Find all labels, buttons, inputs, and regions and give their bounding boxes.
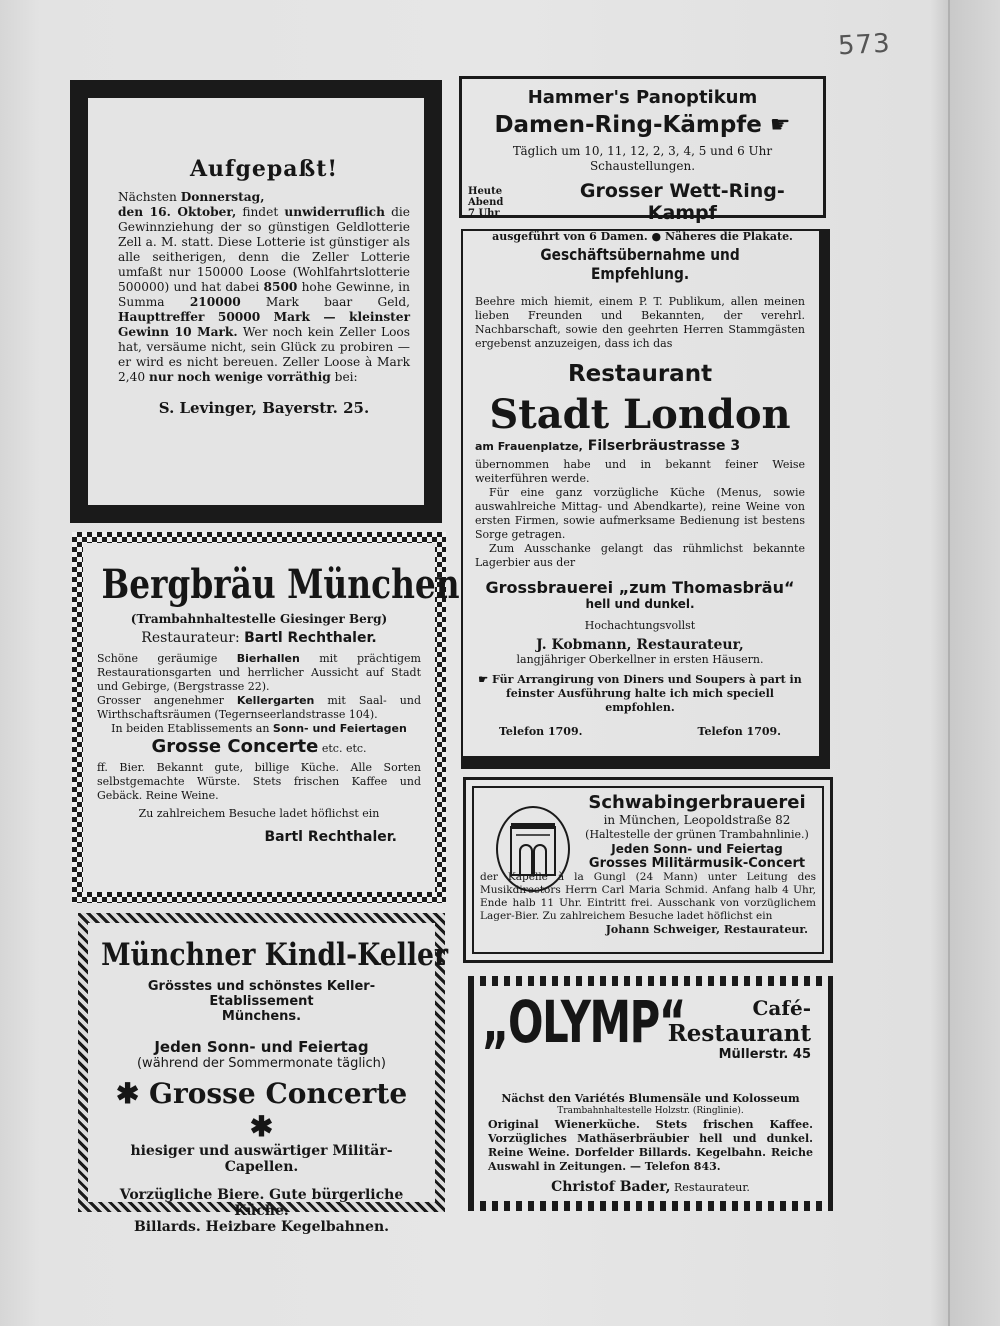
ad-kindl-sub1: Grösstes und schönstes Keller-Etablissement: [147, 979, 376, 1009]
ad-olymp-owner: Christof Bader, Restaurateur.: [551, 1179, 750, 1195]
ad-panoptikum: [459, 76, 826, 243]
star-icon: ✱: [115, 1077, 140, 1110]
ad-stadt-london: [461, 229, 830, 769]
ad-olymp-cafe-block: [668, 996, 811, 1062]
ad-olymp-name: „OLYMP“: [482, 988, 685, 1056]
page-number: 573: [837, 28, 892, 62]
ad-olymp-restaurant: Restaurant: [667, 1020, 811, 1047]
ad-kindl-title: Münchner Kindl-Keller: [101, 937, 449, 973]
ad-schwabing: [463, 777, 833, 963]
ad-schwabing-days: Jeden Sonn- und Feiertag: [611, 842, 783, 856]
page-edge: [948, 0, 950, 1326]
ad-kindl-sub2: Münchens.: [221, 1009, 302, 1024]
ad-bergbraeu-signature: Bartl Rechthaler.: [264, 829, 397, 845]
ad-schwabing-body: der Kapelle à la Gungl (24 Mann) unter Leitung des Musikdirectors Herrn Carl Maria Schmid. Anfang halb 4 Uhr, Ende halb 11 Uhr. Eintritt frei. Ausschank von vorzüglichem Lager-Bier. Zu zahlreichem Besuche ladet höflichst ein: [480, 871, 816, 922]
ad-kindl-concert: ✱ Grosse Concerte ✱: [115, 1077, 408, 1143]
pointing-hand-icon: ☛: [769, 112, 791, 138]
ad-schwabing-concert: Grosses Militärmusik-Concert: [588, 856, 806, 871]
ad-bergbraeu-concert: Grosse Concerte etc. etc.: [151, 736, 367, 757]
ad-bergbraeu-p3: In beiden Etablissements an Sonn- und Feiertagen: [111, 722, 407, 735]
ad-panoptikum-when: Heute Abend 7 Uhr: [468, 185, 504, 219]
ad-lottery-panel: [88, 98, 424, 505]
ad-kindl-military: hiesiger und auswärtiger Militär-Capellen.: [130, 1143, 393, 1175]
ad-olymp-text: [488, 1092, 813, 1195]
ad-panoptikum-event: [468, 180, 817, 224]
ad-london-restaurant: Restaurant: [567, 361, 713, 387]
ad-bergbraeu-restaurateur: Restaurateur: Bartl Rechthaler.: [141, 630, 377, 646]
ad-london-heading: Geschäftsübernahme und Empfehlung.: [540, 245, 740, 283]
ad-london-beer: hell und dunkel.: [585, 597, 695, 611]
ad-london-telephone: [475, 725, 805, 738]
ad-schwabing-tram: (Haltestelle der grünen Trambahnlinie.): [585, 828, 809, 841]
ad-lottery: [70, 80, 442, 523]
ad-london-tel-left: Telefon 1709.: [499, 725, 583, 738]
ad-olymp-cafe: Café-: [752, 996, 811, 1020]
ad-london-owner-sub: langjähriger Oberkellner in ersten Häusern.: [516, 653, 764, 666]
ad-olymp-near: Nächst den Variétés Blumensäle und Kolosseum: [501, 1092, 800, 1105]
ad-london-brewery: Grossbrauerei „zum Thomasbräu“: [485, 578, 795, 597]
ad-lottery-body: Nächsten Donnerstag, den 16. Oktober, findet unwiderruflich die Gewinnziehung der so günstigen Geldlotterie Zell a. M. statt. Diese Lotterie ist günstiger als alle seitherigen, denn die Zeller Lotterie umfaßt nur 150000 Loose (Wohlfahrtslotterie 500000) und hat dabei 8500 hohe Gewinne, in Summa 210000 Mark baar Geld, Haupttreffer 50000 Mark — kleinster Gewinn 10 Mark. Wer noch kein Zeller Loos hat, versäume nicht, sein Glück zu probiren — er wird es nicht bereuen. Zeller Loose à Mark 2,40 nur noch wenige vorräthig bei:: [118, 190, 411, 384]
star-icon: ✱: [249, 1110, 274, 1143]
ad-bergbraeu-p5: Zu zahlreichem Besuche ladet höflichst ein: [138, 807, 380, 820]
ad-panoptikum-footer: ausgeführt von 6 Damen. ● Näheres die Plakate.: [492, 230, 793, 243]
ad-schwabing-panel: [472, 786, 824, 954]
ad-kindl-line1: Vorzügliche Biere. Gute bürgerliche Küche.: [119, 1187, 404, 1219]
ad-lottery-title: Aufgepaßt!: [189, 156, 339, 182]
ad-london-name: Stadt London: [489, 391, 791, 438]
ad-panoptikum-headline: Damen-Ring-Kämpfe ☛: [494, 112, 791, 138]
ad-london-regards: Hochachtungsvollst: [584, 619, 696, 632]
ad-lottery-signature: S. Levinger, Bayerstr. 25.: [158, 399, 370, 417]
ad-london-owner: J. Kobmann, Restaurateur,: [536, 637, 744, 653]
ad-london-tel-right: Telefon 1709.: [697, 725, 781, 738]
ad-london-p1: übernommen habe und in bekannt feiner Weise weiterführen werde.: [475, 458, 805, 485]
pointing-hand-icon: ☛: [478, 673, 489, 686]
ad-bergbraeu-p2: Grosser angenehmer Kellergarten mit Saal- und Wirthschaftsräumen (Tegernseerlandstrasse 104).: [97, 694, 421, 721]
ad-panoptikum-times: Täglich um 10, 11, 12, 2, 3, 4, 5 und 6 Uhr Schaustellungen.: [512, 144, 773, 173]
ad-london-intro: Beehre mich hiemit, einem P. T. Publikum, allen meinen lieben Freunden und Bekannten, der verehrl. Nachbarschaft, sowie den geehrten Herren Stammgästen ergebenst anzuzeigen, dass ich das: [475, 295, 805, 350]
ad-kindl-line2: Billards. Heizbare Kegelbahnen.: [133, 1219, 390, 1235]
ad-bergbraeu-panel: [83, 543, 460, 892]
ad-olymp: [468, 976, 833, 1211]
ad-panoptikum-event-title: Grosser Wett-Ring-Kampf: [579, 180, 785, 224]
ad-kindl-summer: (während der Sommermonate täglich): [136, 1056, 386, 1071]
ad-olymp-body: Original Wienerküche. Stets frischen Kaffee. Vorzügliches Mathäserbräubier hell und dunkel. Reine Weine. Dorfelder Billards. Kegelbahn. Reiche Auswahl in Zeitungen. — Telefon 843.: [488, 1118, 813, 1173]
ad-panoptikum-title: Hammer's Panoptikum: [527, 87, 758, 108]
ad-kindl-days: Jeden Sonn- und Feiertag: [154, 1038, 369, 1056]
ad-schwabing-header: [578, 792, 816, 871]
ad-schwabing-title: Schwabingerbrauerei: [588, 792, 806, 813]
ad-bergbraeu-title: Bergbräu München: [101, 561, 460, 608]
ad-olymp-tram: Trambahnhaltestelle Holzstr. (Ringlinie).: [557, 1106, 744, 1116]
ad-london-dinner: ☛ Für Arrangirung von Diners und Soupers à part in feinster Ausführung halte ich mich speciell empfohlen.: [478, 673, 802, 714]
ad-london-address: am Frauenplatze, Filserbräustrasse 3: [475, 438, 741, 454]
ad-olymp-address: Müllerstr. 45: [718, 1047, 811, 1062]
ad-bergbraeu-tram: (Trambahnhaltestelle Giesinger Berg): [130, 612, 388, 626]
ad-olymp-panel: [478, 986, 823, 1201]
ad-schwabing-signature: Johann Schweiger, Restaurateur.: [605, 923, 808, 936]
ad-bergbraeu: [72, 532, 460, 903]
ad-london-p3: Zum Ausschanke gelangt das rühmlichst bekannte Lagerbier aus der: [475, 542, 805, 569]
gate-illustration-icon: [496, 806, 570, 892]
ad-kindl-keller: [78, 913, 449, 1235]
ad-bergbraeu-p1: Schöne geräumige Bierhallen mit prächtigem Restaurationsgarten und herrlicher Aussicht auf Stadt und Gebirge, (Bergstrasse 22).: [97, 652, 421, 693]
ad-london-p2: Für eine ganz vorzügliche Küche (Menus, sowie auswahlreiche Mittag- und Abendkarte), reine Weine von ersten Firmen, sowie aufmerksame Bedienung ist bestens Sorge getragen.: [475, 486, 805, 541]
ad-bergbraeu-p4: ff. Bier. Bekannt gute, billige Küche. Alle Sorten selbstgemachte Würste. Stets frischen Kaffee und Gebäck. Reine Weine.: [97, 761, 421, 802]
ad-schwabing-location: in München, Leopoldstraße 82: [603, 813, 791, 827]
